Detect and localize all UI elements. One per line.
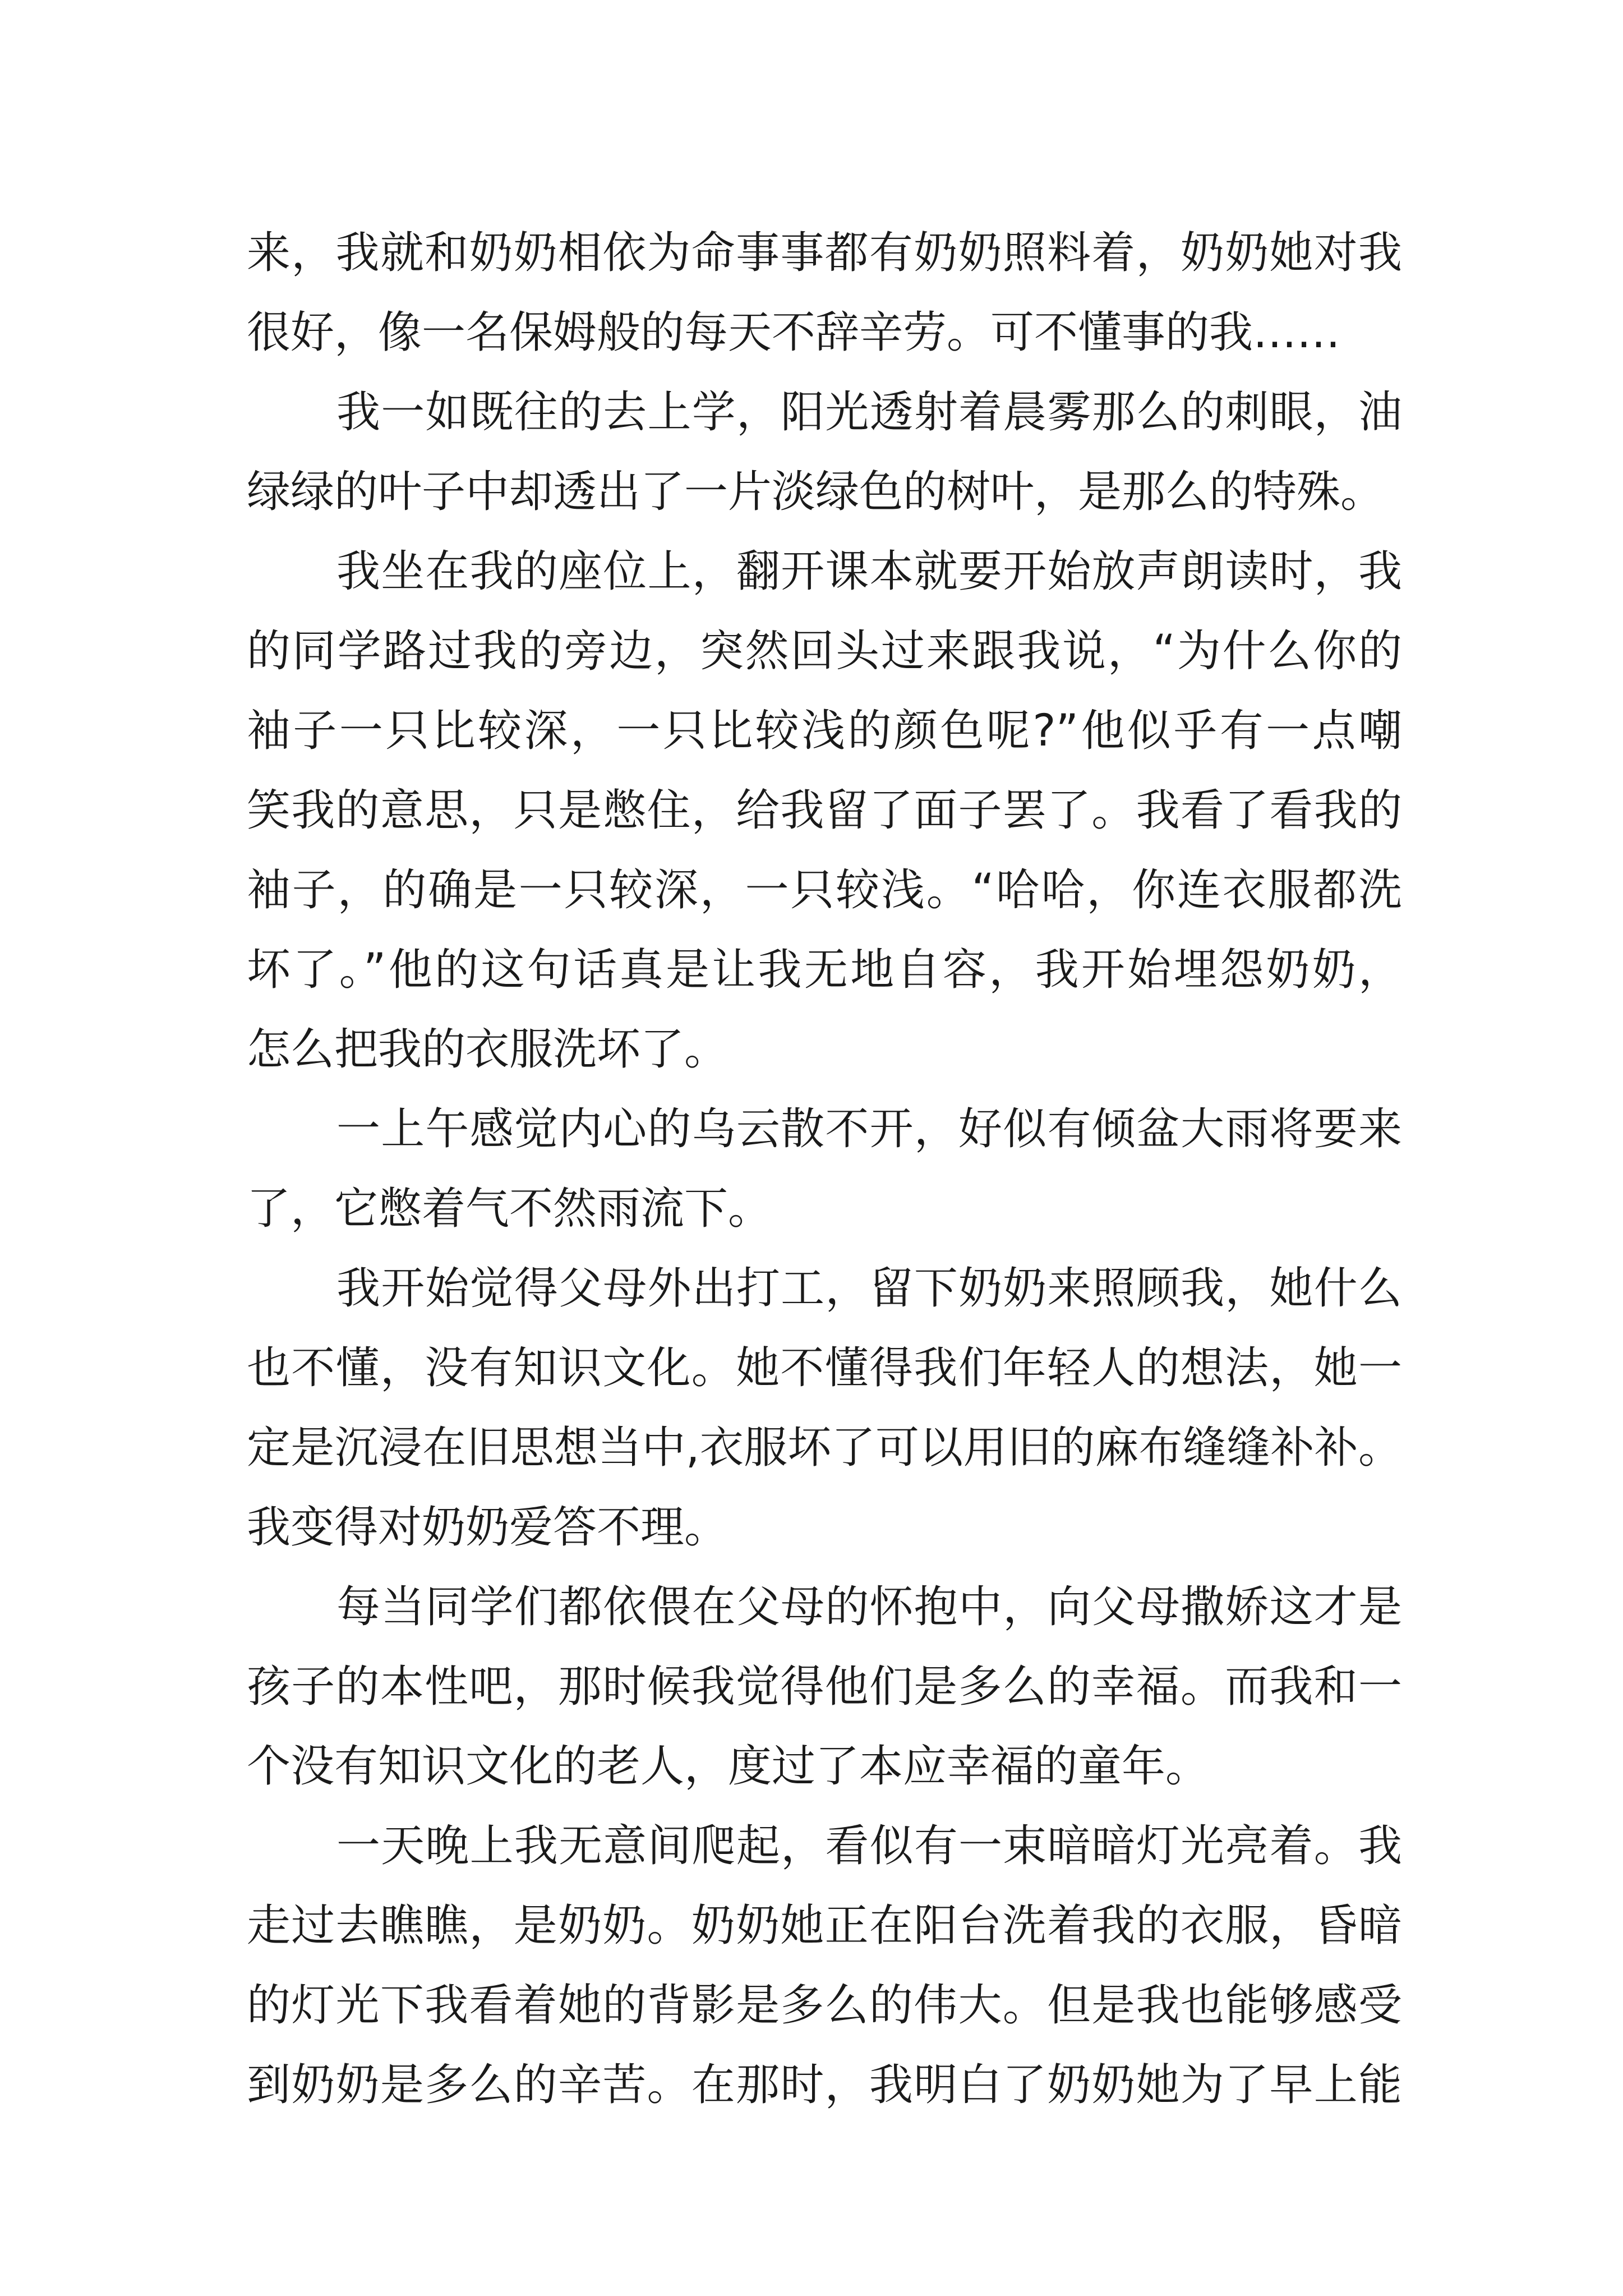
text-line: 每当同学们都依偎在父母的怀抱中，向父母撒娇这才是: [336, 1582, 1402, 1632]
paragraph: [247, 1567, 1402, 1806]
text-line: 走过去瞧瞧，是奶奶。奶奶她正在阳台洗着我的衣服，昏暗: [247, 1901, 1402, 1951]
paragraph: [247, 372, 1402, 532]
paragraph: [247, 532, 1402, 1089]
text-line: 来，我就和奶奶相依为命事事都有奶奶照料着，奶奶她对我: [247, 228, 1402, 278]
paragraph: [247, 1806, 1402, 2125]
text-line: 袖子一只比较深，一只比较浅的颜色呢?”他似乎有一点嘲: [247, 706, 1402, 756]
text-line: 怎么把我的衣服洗坏了。: [247, 1024, 728, 1075]
text-line: 的同学路过我的旁边，突然回头过来跟我说，“为什么你的: [247, 626, 1402, 677]
text-line: 袖子，的确是一只较深，一只较浅。“哈哈，你连衣服都洗: [247, 865, 1402, 915]
text-line: 孩子的本性吧，那时候我觉得他们是多么的幸福。而我和一: [247, 1662, 1402, 1712]
text-line: 个没有知识文化的老人，度过了本应幸福的童年。: [247, 1741, 1210, 1792]
text-line: 很好，像一名保姆般的每天不辞辛劳。可不懂事的我……: [247, 307, 1341, 358]
text-line: 我开始觉得父母外出打工，留下奶奶来照顾我，她什么: [336, 1263, 1402, 1314]
text-line: 了，它憋着气不然雨流下。: [247, 1184, 772, 1234]
paragraph: [247, 213, 1402, 372]
body-text: [247, 213, 1402, 2125]
text-line: 的灯光下我看着她的背影是多么的伟大。但是我也能够感受: [247, 1980, 1402, 2031]
text-line: 笑我的意思，只是憋住，给我留了面子罢了。我看了看我的: [247, 785, 1402, 836]
text-line: 我坐在我的座位上，翻开课本就要开始放声朗读时，我: [336, 546, 1402, 597]
text-line: 定是沉浸在旧思想当中,衣服坏了可以用旧的麻布缝缝补补。: [247, 1423, 1402, 1473]
text-line: 到奶奶是多么的辛苦。在那时，我明白了奶奶她为了早上能: [247, 2060, 1402, 2110]
text-line: 一天晚上我无意间爬起，看似有一束暗暗灯光亮着。我: [336, 1821, 1402, 1871]
text-line: 我一如既往的去上学，阳光透射着晨雾那么的刺眼，油: [336, 387, 1402, 438]
text-line: 绿绿的叶子中却透出了一片淡绿色的树叶，是那么的特殊。: [247, 467, 1385, 517]
text-line: 我变得对奶奶爱答不理。: [247, 1502, 728, 1553]
text-line: 也不懂，没有知识文化。她不懂得我们年轻人的想法，她一: [247, 1343, 1402, 1393]
paragraph: [247, 1249, 1402, 1567]
paragraph: [247, 1089, 1402, 1249]
text-line: 坏了。”他的这句话真是让我无地自容，我开始埋怨奶奶，: [247, 945, 1402, 995]
text-line: 一上午感觉内心的乌云散不开，好似有倾盆大雨将要来: [336, 1104, 1402, 1154]
